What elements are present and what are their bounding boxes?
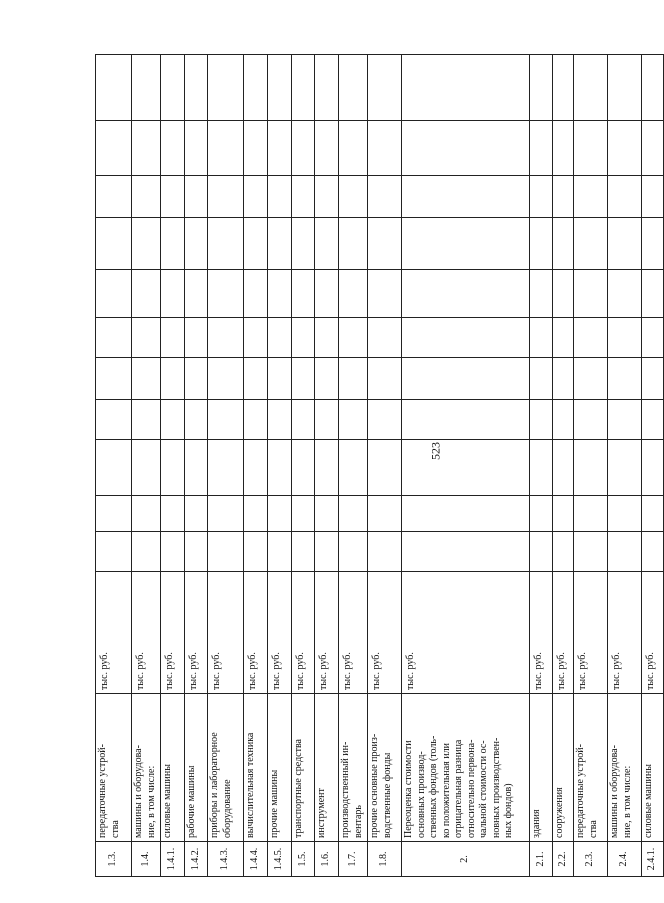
row-name: инструмент: [315, 694, 339, 842]
empty-cell: [339, 121, 368, 176]
row-unit: тыс. руб.: [642, 572, 664, 694]
empty-cell: [402, 270, 530, 318]
empty-cell: [161, 400, 185, 440]
empty-cell: [339, 318, 368, 358]
empty-cell: [574, 55, 608, 121]
empty-cell: [244, 532, 268, 572]
empty-cell: [574, 218, 608, 270]
empty-cell: [185, 218, 208, 270]
empty-cell: [244, 318, 268, 358]
empty-cell: [530, 358, 553, 400]
empty-cell: [244, 218, 268, 270]
row-unit: тыс. руб.: [244, 572, 268, 694]
empty-cell: [339, 218, 368, 270]
empty-cell: [268, 270, 292, 318]
empty-cell: [368, 318, 402, 358]
row-code: 2.4.1.: [642, 842, 664, 877]
table-row: [96, 55, 132, 877]
empty-cell: [185, 440, 208, 496]
row-name: приборы и лабораторное оборудование: [208, 694, 244, 842]
empty-cell: [608, 55, 642, 121]
row-unit: тыс. руб.: [132, 572, 161, 694]
empty-cell: [96, 176, 132, 218]
empty-cell: [402, 400, 530, 440]
empty-cell: [315, 121, 339, 176]
table-row: [315, 55, 339, 877]
empty-cell: [368, 270, 402, 318]
row-name: передаточные устрой- ства: [574, 694, 608, 842]
empty-cell: [208, 496, 244, 532]
empty-cell: [368, 218, 402, 270]
empty-cell: [368, 496, 402, 532]
table-row: [530, 55, 553, 877]
empty-cell: [96, 55, 132, 121]
empty-cell: [268, 358, 292, 400]
empty-cell: [553, 270, 574, 318]
empty-cell: [132, 121, 161, 176]
row-code: 1.4.4.: [244, 842, 268, 877]
empty-cell: [185, 176, 208, 218]
empty-cell: [574, 318, 608, 358]
empty-cell: [292, 400, 315, 440]
empty-cell: [315, 496, 339, 532]
empty-cell: [553, 532, 574, 572]
table-body: [96, 55, 664, 877]
empty-cell: [96, 270, 132, 318]
row-unit: тыс. руб.: [339, 572, 368, 694]
empty-cell: [208, 55, 244, 121]
row-name: рабочие машины: [185, 694, 208, 842]
row-code: 2.4.: [608, 842, 642, 877]
empty-cell: [292, 532, 315, 572]
rotated-table-wrapper: [95, 55, 658, 877]
empty-cell: [132, 55, 161, 121]
empty-cell: [244, 270, 268, 318]
empty-cell: [185, 496, 208, 532]
empty-cell: [642, 176, 664, 218]
empty-cell: [553, 121, 574, 176]
table-row: [185, 55, 208, 877]
empty-cell: [208, 176, 244, 218]
table-row: [208, 55, 244, 877]
empty-cell: [96, 400, 132, 440]
row-name: машины и оборудова- ние, в том числе:: [132, 694, 161, 842]
empty-cell: [292, 496, 315, 532]
empty-cell: [132, 318, 161, 358]
row-unit: тыс. руб.: [608, 572, 642, 694]
empty-cell: [132, 218, 161, 270]
empty-cell: [642, 121, 664, 176]
empty-cell: [96, 496, 132, 532]
empty-cell: [292, 218, 315, 270]
empty-cell: [161, 496, 185, 532]
empty-cell: [208, 358, 244, 400]
empty-cell: [574, 496, 608, 532]
row-unit: тыс. руб.: [268, 572, 292, 694]
empty-cell: [315, 400, 339, 440]
empty-cell: [244, 440, 268, 496]
empty-cell: [608, 176, 642, 218]
empty-cell: [132, 270, 161, 318]
empty-cell: [132, 400, 161, 440]
empty-cell: [161, 318, 185, 358]
empty-cell: [530, 532, 553, 572]
empty-cell: [268, 532, 292, 572]
empty-cell: [608, 358, 642, 400]
row-code: 1.4.5.: [268, 842, 292, 877]
empty-cell: [185, 55, 208, 121]
empty-cell: [642, 400, 664, 440]
empty-cell: [268, 55, 292, 121]
table-row: [161, 55, 185, 877]
row-unit: тыс. руб.: [185, 572, 208, 694]
table-row: [132, 55, 161, 877]
empty-cell: [553, 358, 574, 400]
empty-cell: [132, 440, 161, 496]
empty-cell: [315, 218, 339, 270]
empty-cell: [530, 440, 553, 496]
empty-cell: [244, 176, 268, 218]
row-code: 2.3.: [574, 842, 608, 877]
table-row: [553, 55, 574, 877]
empty-cell: [608, 121, 642, 176]
empty-cell: [339, 358, 368, 400]
row-name: прочие машины: [268, 694, 292, 842]
table-row: [244, 55, 268, 877]
row-name: здания: [530, 694, 553, 842]
empty-cell: [368, 532, 402, 572]
empty-cell: [339, 440, 368, 496]
empty-cell: [268, 318, 292, 358]
empty-cell: [208, 218, 244, 270]
empty-cell: [96, 358, 132, 400]
empty-cell: [244, 400, 268, 440]
empty-cell: [315, 176, 339, 218]
table-row: [292, 55, 315, 877]
empty-cell: [132, 358, 161, 400]
empty-cell: [161, 176, 185, 218]
empty-cell: [553, 400, 574, 440]
empty-cell: [315, 532, 339, 572]
page-number: 523: [428, 442, 443, 460]
empty-cell: [642, 358, 664, 400]
empty-cell: [292, 121, 315, 176]
empty-cell: [642, 318, 664, 358]
empty-cell: [402, 218, 530, 270]
empty-cell: [268, 400, 292, 440]
fixed-assets-table: [95, 54, 664, 877]
empty-cell: [161, 358, 185, 400]
empty-cell: [161, 270, 185, 318]
empty-cell: [608, 532, 642, 572]
empty-cell: [315, 440, 339, 496]
row-code: 1.4.1.: [161, 842, 185, 877]
empty-cell: [574, 532, 608, 572]
empty-cell: [368, 440, 402, 496]
empty-cell: [402, 121, 530, 176]
empty-cell: [368, 121, 402, 176]
row-unit: тыс. руб.: [208, 572, 244, 694]
empty-cell: [161, 440, 185, 496]
row-code: 1.8.: [368, 842, 402, 877]
empty-cell: [608, 270, 642, 318]
empty-cell: [574, 400, 608, 440]
empty-cell: [244, 358, 268, 400]
empty-cell: [185, 318, 208, 358]
empty-cell: [268, 121, 292, 176]
empty-cell: [132, 496, 161, 532]
empty-cell: [315, 55, 339, 121]
empty-cell: [642, 496, 664, 532]
row-code: 2.1.: [530, 842, 553, 877]
empty-cell: [402, 358, 530, 400]
empty-cell: [530, 400, 553, 440]
row-name: прочие основные произ- водственные фонды: [368, 694, 402, 842]
empty-cell: [292, 440, 315, 496]
empty-cell: [368, 400, 402, 440]
empty-cell: [315, 358, 339, 400]
empty-cell: [530, 121, 553, 176]
empty-cell: [608, 400, 642, 440]
empty-cell: [292, 358, 315, 400]
row-code: 2.: [402, 842, 530, 877]
empty-cell: [185, 270, 208, 318]
empty-cell: [268, 496, 292, 532]
row-unit: тыс. руб.: [96, 572, 132, 694]
empty-cell: [574, 121, 608, 176]
empty-cell: [96, 318, 132, 358]
table-row: [339, 55, 368, 877]
empty-cell: [244, 121, 268, 176]
empty-cell: [315, 318, 339, 358]
row-code: 1.6.: [315, 842, 339, 877]
empty-cell: [574, 176, 608, 218]
empty-cell: [185, 400, 208, 440]
empty-cell: [402, 55, 530, 121]
empty-cell: [161, 121, 185, 176]
empty-cell: [96, 532, 132, 572]
empty-cell: [553, 318, 574, 358]
empty-cell: [530, 318, 553, 358]
empty-cell: [530, 218, 553, 270]
table-row: [642, 55, 664, 877]
empty-cell: [208, 400, 244, 440]
empty-cell: [574, 270, 608, 318]
empty-cell: [368, 176, 402, 218]
empty-cell: [292, 318, 315, 358]
row-code: 1.4.3.: [208, 842, 244, 877]
row-code: 2.2.: [553, 842, 574, 877]
empty-cell: [402, 440, 530, 496]
empty-cell: [268, 218, 292, 270]
empty-cell: [402, 532, 530, 572]
empty-cell: [96, 440, 132, 496]
row-code: 1.4.: [132, 842, 161, 877]
empty-cell: [185, 358, 208, 400]
empty-cell: [642, 440, 664, 496]
row-unit: тыс. руб.: [161, 572, 185, 694]
empty-cell: [208, 121, 244, 176]
table-row: [608, 55, 642, 877]
table-row: [402, 55, 530, 877]
empty-cell: [402, 318, 530, 358]
empty-cell: [161, 55, 185, 121]
empty-cell: [642, 532, 664, 572]
empty-cell: [339, 176, 368, 218]
empty-cell: [642, 55, 664, 121]
row-code: 1.7.: [339, 842, 368, 877]
row-name: вычислительная техника: [244, 694, 268, 842]
empty-cell: [530, 270, 553, 318]
empty-cell: [292, 55, 315, 121]
empty-cell: [96, 121, 132, 176]
row-code: 1.4.2.: [185, 842, 208, 877]
row-unit: тыс. руб.: [315, 572, 339, 694]
empty-cell: [574, 440, 608, 496]
row-unit: тыс. руб.: [292, 572, 315, 694]
empty-cell: [402, 496, 530, 532]
empty-cell: [608, 496, 642, 532]
empty-cell: [553, 176, 574, 218]
empty-cell: [292, 270, 315, 318]
row-name: производственный ин- вентарь: [339, 694, 368, 842]
empty-cell: [208, 532, 244, 572]
empty-cell: [642, 270, 664, 318]
row-code: 1.3.: [96, 842, 132, 877]
empty-cell: [132, 532, 161, 572]
table-row: [268, 55, 292, 877]
empty-cell: [553, 55, 574, 121]
empty-cell: [574, 358, 608, 400]
empty-cell: [339, 270, 368, 318]
row-unit: тыс. руб.: [553, 572, 574, 694]
empty-cell: [268, 440, 292, 496]
empty-cell: [208, 270, 244, 318]
empty-cell: [208, 440, 244, 496]
row-name: Переоценка стоимости основных производ- ственных фондов (толь- ко положительная или отрицательная разница относительно первона- чальной стоимости ос- новных производствен- ных фондов): [402, 694, 530, 842]
empty-cell: [185, 532, 208, 572]
empty-cell: [530, 176, 553, 218]
empty-cell: [161, 218, 185, 270]
empty-cell: [339, 400, 368, 440]
empty-cell: [530, 496, 553, 532]
empty-cell: [208, 318, 244, 358]
table-row: [368, 55, 402, 877]
empty-cell: [339, 496, 368, 532]
empty-cell: [244, 55, 268, 121]
row-code: 1.5.: [292, 842, 315, 877]
empty-cell: [368, 55, 402, 121]
empty-cell: [368, 358, 402, 400]
row-unit: тыс. руб.: [574, 572, 608, 694]
empty-cell: [608, 218, 642, 270]
empty-cell: [185, 121, 208, 176]
empty-cell: [96, 218, 132, 270]
row-name: транспортные средства: [292, 694, 315, 842]
empty-cell: [608, 440, 642, 496]
row-name: сооружения: [553, 694, 574, 842]
row-name: силовые машины: [161, 694, 185, 842]
table-row: [574, 55, 608, 877]
empty-cell: [315, 270, 339, 318]
row-unit: тыс. руб.: [368, 572, 402, 694]
empty-cell: [553, 440, 574, 496]
empty-cell: [268, 176, 292, 218]
empty-cell: [608, 318, 642, 358]
empty-cell: [402, 176, 530, 218]
empty-cell: [132, 176, 161, 218]
row-unit: тыс. руб.: [530, 572, 553, 694]
empty-cell: [530, 55, 553, 121]
empty-cell: [339, 532, 368, 572]
row-name: машины и оборудова- ние, в том числе:: [608, 694, 642, 842]
empty-cell: [339, 55, 368, 121]
empty-cell: [244, 496, 268, 532]
empty-cell: [642, 218, 664, 270]
empty-cell: [553, 218, 574, 270]
row-name: силовые машины: [642, 694, 664, 842]
empty-cell: [292, 176, 315, 218]
row-name: передаточные устрой- ства: [96, 694, 132, 842]
row-unit: тыс. руб.: [402, 572, 530, 694]
empty-cell: [161, 532, 185, 572]
empty-cell: [553, 496, 574, 532]
